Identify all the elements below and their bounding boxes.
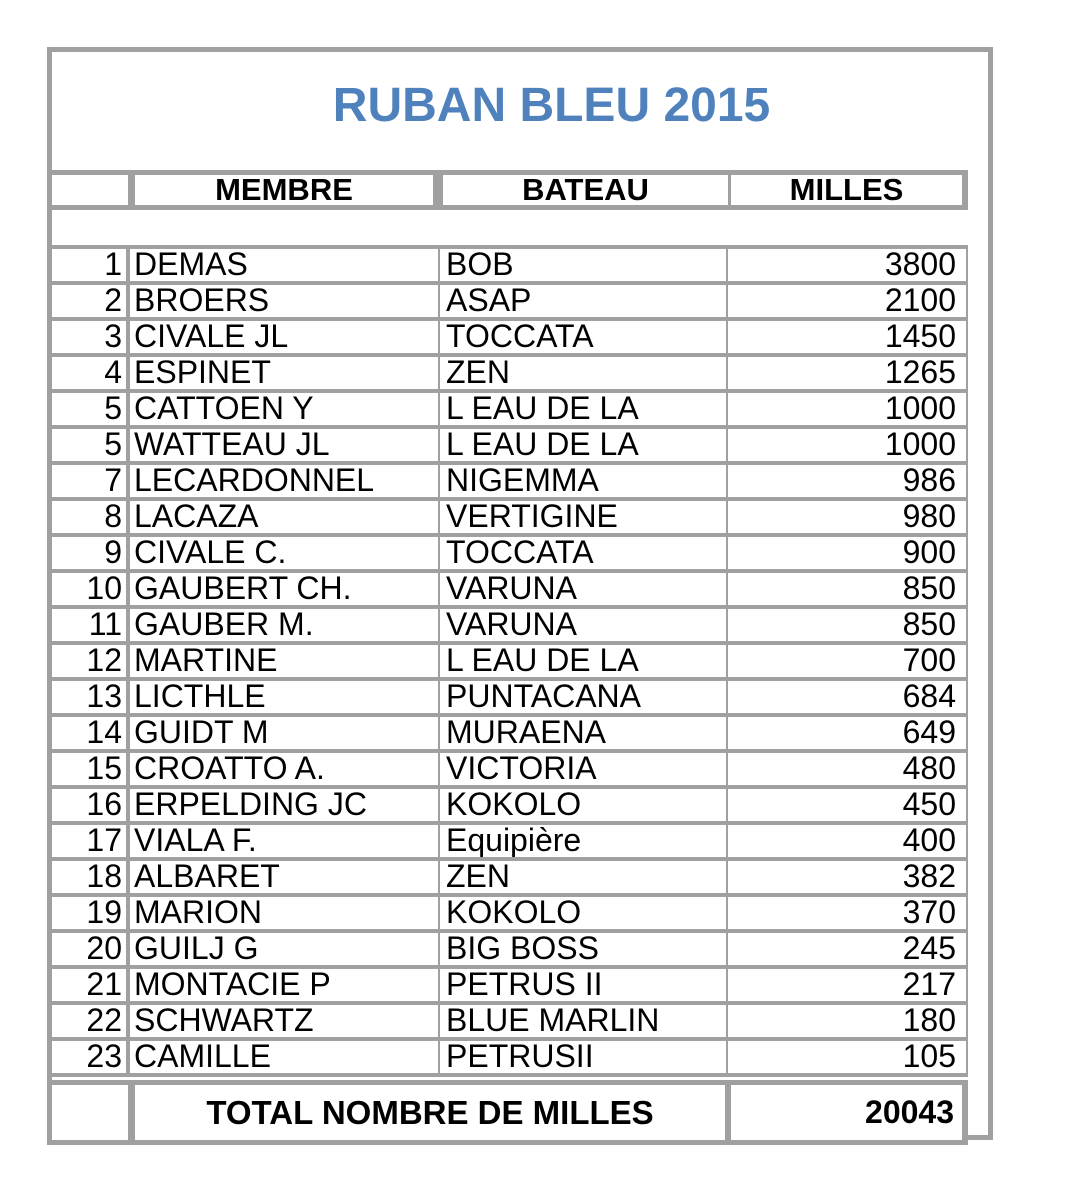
cell-bateau: L EAU DE LA [440, 429, 728, 461]
cell-bateau: L EAU DE LA [440, 393, 728, 425]
cell-rank: 5 [52, 429, 130, 461]
cell-membre: GUILJ G [130, 933, 440, 965]
cell-rank: 2 [52, 285, 130, 317]
header-cell-bateau: BATEAU [443, 175, 728, 205]
cell-membre: GUIDT M [130, 717, 440, 749]
cell-membre: ALBARET [130, 861, 440, 893]
cell-membre: CATTOEN Y [130, 393, 440, 425]
cell-rank: 18 [52, 861, 130, 893]
cell-membre: ESPINET [130, 357, 440, 389]
cell-milles: 980 [728, 501, 968, 533]
header-cell-rank [52, 175, 128, 205]
cell-rank: 10 [52, 573, 130, 605]
table-row [52, 969, 968, 1005]
cell-bateau: VARUNA [440, 609, 728, 641]
cell-rank: 11 [52, 609, 130, 641]
cell-milles: 480 [728, 753, 968, 785]
table-row [52, 645, 968, 681]
cell-bateau: PUNTACANA [440, 681, 728, 713]
cell-milles: 850 [728, 573, 968, 605]
table-row [52, 681, 968, 717]
table-row [52, 789, 968, 825]
cell-bateau: PETRUS II [440, 969, 728, 1001]
cell-membre: MARTINE [130, 645, 440, 677]
cell-bateau: Equipière [440, 825, 728, 857]
table-row [52, 1041, 968, 1077]
cell-rank: 3 [52, 321, 130, 353]
cell-milles: 450 [728, 789, 968, 821]
table-row [52, 249, 968, 285]
table-row [52, 897, 968, 933]
cell-rank: 21 [52, 969, 130, 1001]
cell-bateau: BOB [440, 249, 728, 281]
cell-membre: LECARDONNEL [130, 465, 440, 497]
cell-bateau: L EAU DE LA [440, 645, 728, 677]
cell-bateau: ZEN [440, 357, 728, 389]
cell-milles: 986 [728, 465, 968, 497]
table-header-row [47, 170, 968, 210]
table-row [52, 753, 968, 789]
cell-milles: 105 [728, 1041, 968, 1073]
cell-rank: 9 [52, 537, 130, 569]
total-value: 20043 [731, 1085, 962, 1140]
cell-rank: 1 [52, 249, 130, 281]
cell-rank: 17 [52, 825, 130, 857]
cell-membre: LACAZA [130, 501, 440, 533]
table-row [52, 465, 968, 501]
cell-milles: 400 [728, 825, 968, 857]
cell-milles: 217 [728, 969, 968, 1001]
cell-bateau: BIG BOSS [440, 933, 728, 965]
cell-rank: 13 [52, 681, 130, 713]
cell-membre: CROATTO A. [130, 753, 440, 785]
header-cell-milles: MILLES [731, 175, 962, 205]
table-row [52, 357, 968, 393]
cell-rank: 19 [52, 897, 130, 929]
cell-bateau: VERTIGINE [440, 501, 728, 533]
table-row [52, 861, 968, 897]
cell-membre: ERPELDING JC [130, 789, 440, 821]
table-total-row [47, 1080, 968, 1145]
cell-rank: 16 [52, 789, 130, 821]
table-row [52, 285, 968, 321]
table-row [52, 321, 968, 357]
cell-milles: 382 [728, 861, 968, 893]
cell-membre: DEMAS [130, 249, 440, 281]
cell-rank: 12 [52, 645, 130, 677]
cell-membre: VIALA F. [130, 825, 440, 857]
table-body [52, 245, 968, 1077]
cell-bateau: VARUNA [440, 573, 728, 605]
cell-milles: 2100 [728, 285, 968, 317]
cell-bateau: TOCCATA [440, 321, 728, 353]
cell-membre: BROERS [130, 285, 440, 317]
cell-bateau: PETRUSII [440, 1041, 728, 1073]
cell-bateau: MURAENA [440, 717, 728, 749]
cell-membre: CIVALE JL [130, 321, 440, 353]
cell-milles: 370 [728, 897, 968, 929]
cell-membre: CAMILLE [130, 1041, 440, 1073]
cell-milles: 700 [728, 645, 968, 677]
cell-milles: 684 [728, 681, 968, 713]
table-row [52, 717, 968, 753]
table-row [52, 1005, 968, 1041]
cell-milles: 3800 [728, 249, 968, 281]
cell-rank: 4 [52, 357, 130, 389]
cell-membre: GAUBER M. [130, 609, 440, 641]
cell-milles: 1000 [728, 393, 968, 425]
cell-bateau: ZEN [440, 861, 728, 893]
cell-rank: 7 [52, 465, 130, 497]
cell-membre: WATTEAU JL [130, 429, 440, 461]
cell-membre: MONTACIE P [130, 969, 440, 1001]
cell-membre: MARION [130, 897, 440, 929]
page-title: RUBAN BLEU 2015 [332, 79, 771, 132]
cell-bateau: TOCCATA [440, 537, 728, 569]
cell-membre: SCHWARTZ [130, 1005, 440, 1037]
cell-membre: CIVALE C. [130, 537, 440, 569]
cell-rank: 20 [52, 933, 130, 965]
cell-bateau: ASAP [440, 285, 728, 317]
cell-bateau: KOKOLO [440, 789, 728, 821]
cell-milles: 900 [728, 537, 968, 569]
cell-milles: 180 [728, 1005, 968, 1037]
cell-rank: 5 [52, 393, 130, 425]
cell-milles: 245 [728, 933, 968, 965]
cell-milles: 1265 [728, 357, 968, 389]
table-row [52, 609, 968, 645]
table-row [52, 825, 968, 861]
cell-membre: GAUBERT CH. [130, 573, 440, 605]
table-row [52, 393, 968, 429]
table-row [52, 573, 968, 609]
cell-rank: 23 [52, 1041, 130, 1073]
cell-rank: 15 [52, 753, 130, 785]
cell-milles: 649 [728, 717, 968, 749]
table-row [52, 501, 968, 537]
total-label: TOTAL NOMBRE DE MILLES [135, 1085, 725, 1140]
cell-membre: LICTHLE [130, 681, 440, 713]
cell-bateau: VICTORIA [440, 753, 728, 785]
cell-rank: 8 [52, 501, 130, 533]
table-row [52, 933, 968, 969]
cell-milles: 850 [728, 609, 968, 641]
cell-bateau: NIGEMMA [440, 465, 728, 497]
header-cell-membre: MEMBRE [135, 175, 433, 205]
cell-bateau: KOKOLO [440, 897, 728, 929]
total-cell-blank [52, 1085, 128, 1140]
cell-bateau: BLUE MARLIN [440, 1005, 728, 1037]
cell-rank: 22 [52, 1005, 130, 1037]
table-outer-frame [47, 47, 993, 1140]
table-row [52, 429, 968, 465]
cell-milles: 1000 [728, 429, 968, 461]
cell-rank: 14 [52, 717, 130, 749]
cell-milles: 1450 [728, 321, 968, 353]
table-row [52, 537, 968, 573]
